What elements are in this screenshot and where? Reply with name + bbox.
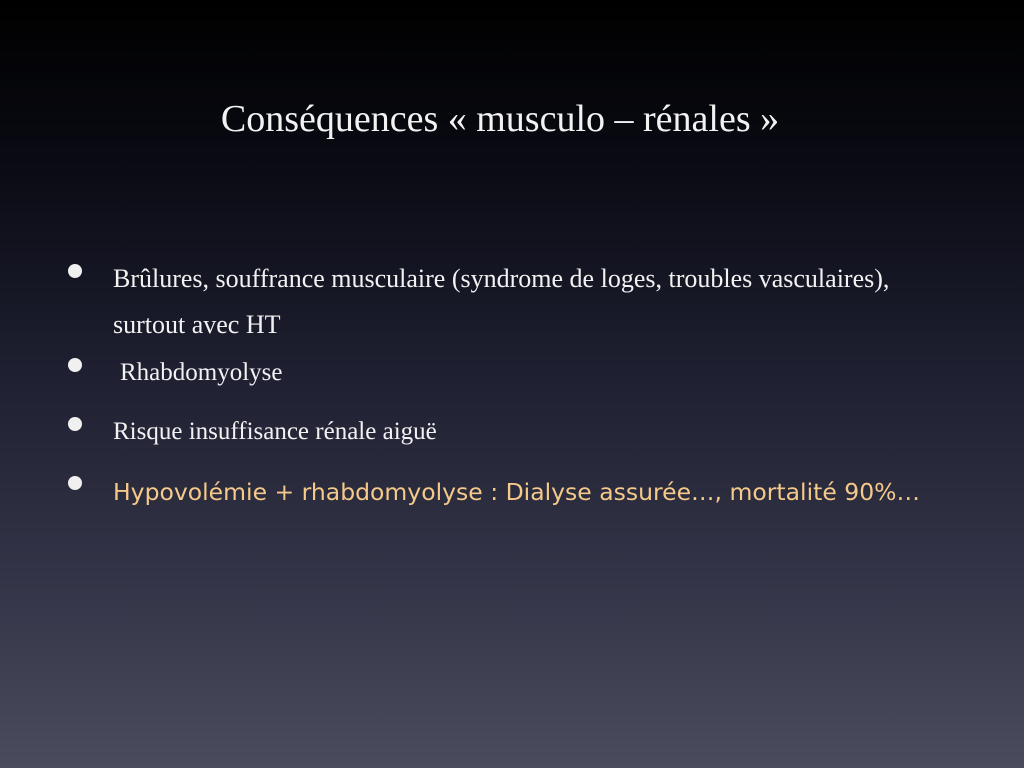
- slide-title: Conséquences « musculo – rénales »: [220, 98, 780, 140]
- bullet-text: Brûlures, souffrance musculaire (syndrome de loges, troubles vasculaires), surtout avec HT: [113, 264, 890, 339]
- bullet-dot-icon: [68, 264, 82, 278]
- bullet-text: Risque insuffisance rénale aiguë: [113, 418, 437, 445]
- bullet-text-highlight: Hypovolémie + rhabdomyolyse : Dialyse assurée…, mortalité 90%…: [113, 478, 920, 506]
- bullet-dot-icon: [68, 476, 82, 490]
- bullet-dot-icon: [68, 358, 82, 372]
- bullet-dot-icon: [68, 417, 82, 431]
- bullet-text: Rhabdomyolyse: [120, 359, 283, 386]
